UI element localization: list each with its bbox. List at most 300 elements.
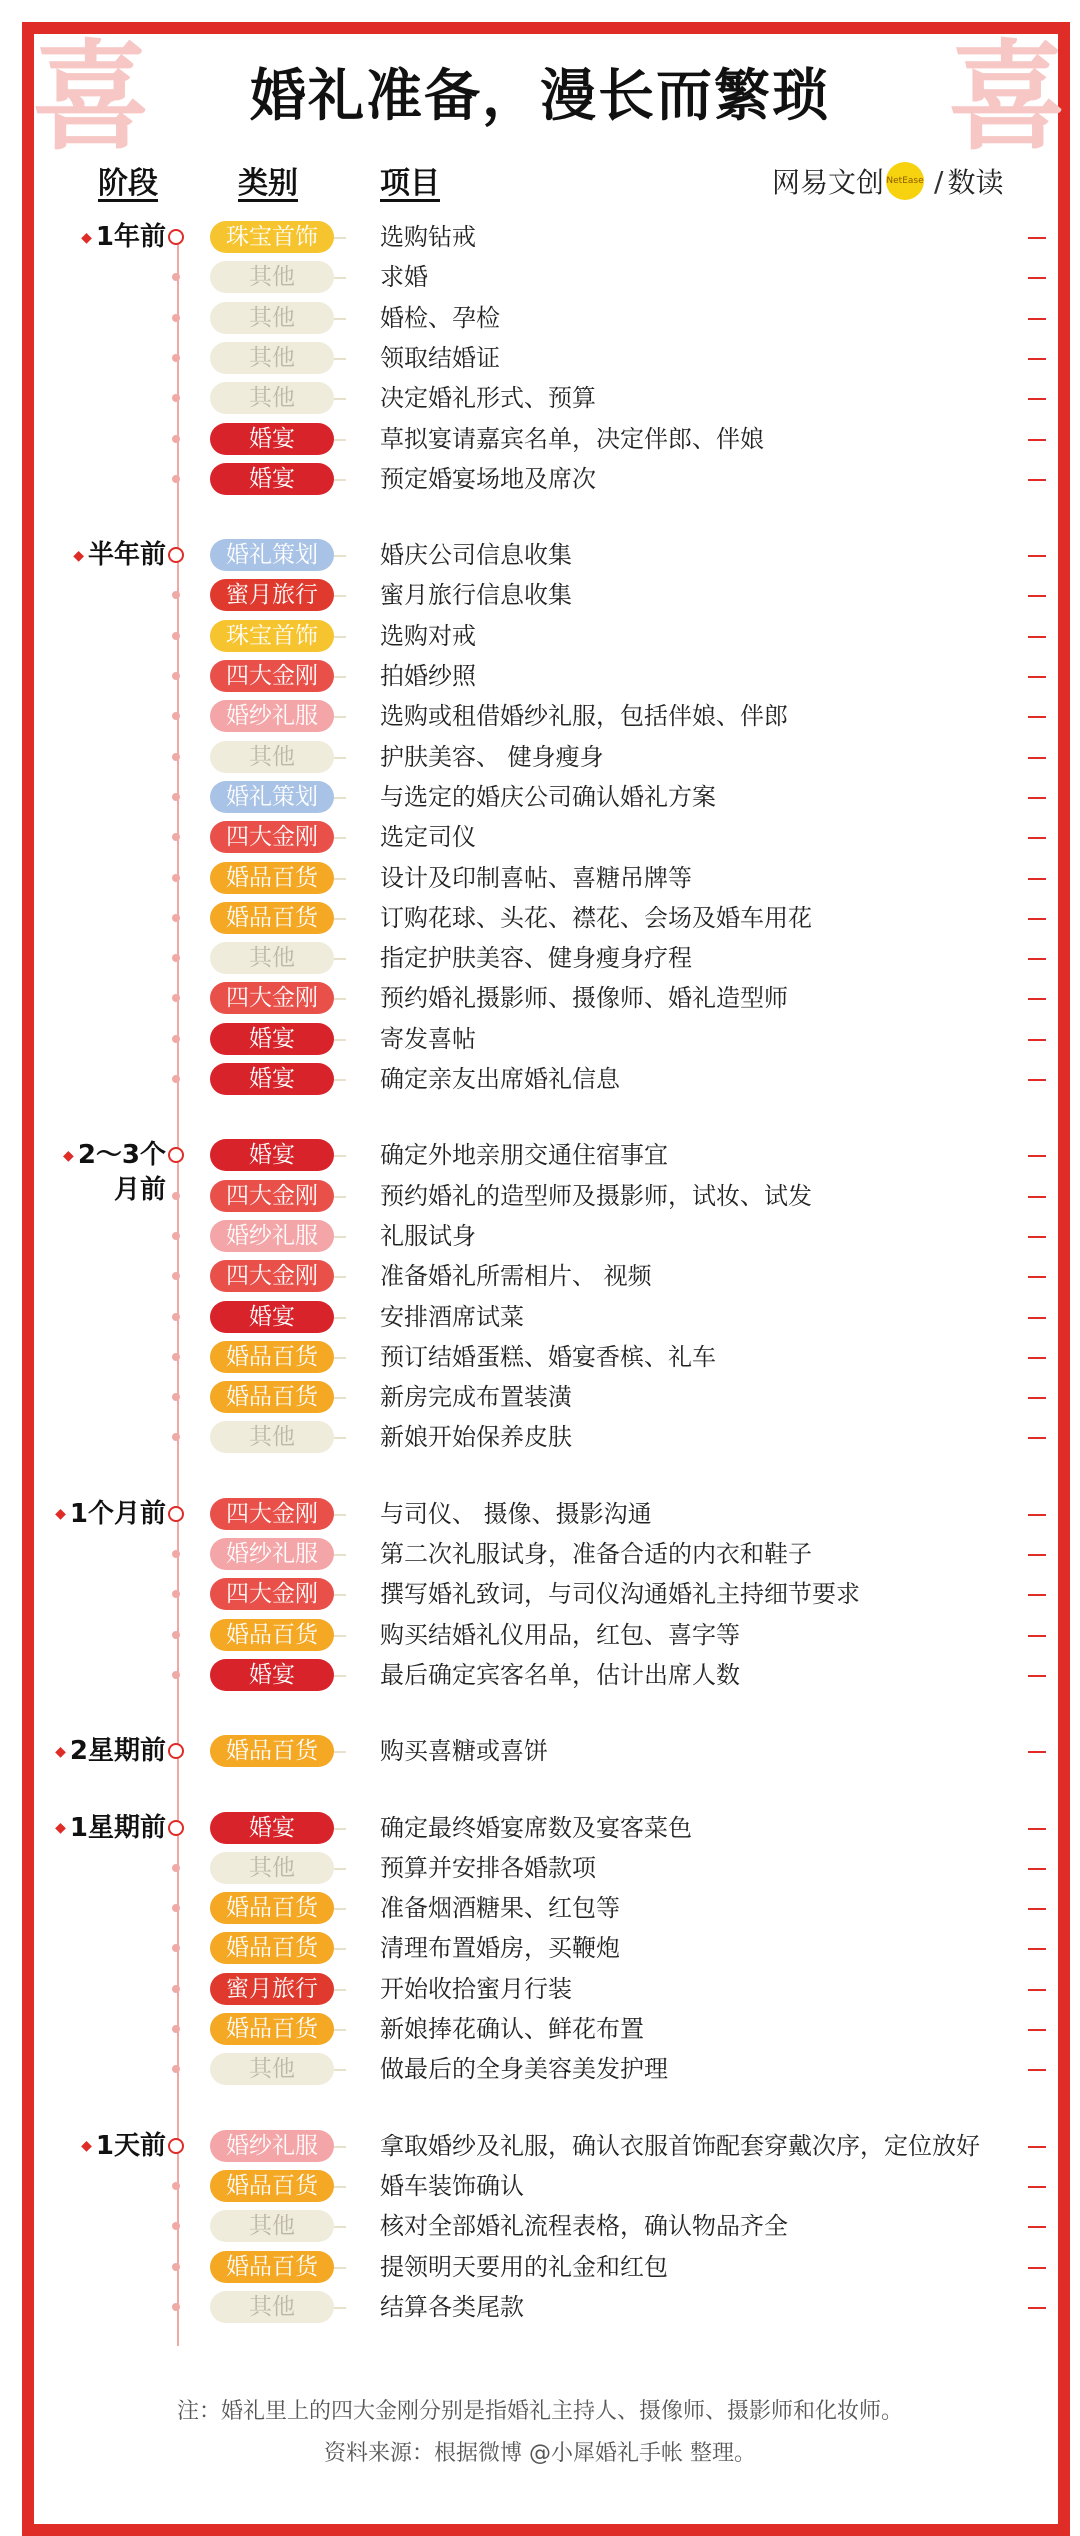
timeline-node-icon (172, 1985, 180, 1993)
connector-line (334, 1357, 346, 1359)
connector-line (334, 1554, 346, 1556)
timeline-node-icon (172, 1631, 180, 1639)
timeline-node-icon (172, 1192, 180, 1200)
timeline-node-icon (172, 2182, 180, 2190)
task-item: 婚车装饰确认 (380, 2171, 524, 2200)
timeline-row (0, 1849, 1080, 1889)
timeline-row (0, 258, 1080, 298)
category-badge: 婚品百货 (210, 1381, 334, 1413)
category-badge: 婚品百货 (210, 1932, 334, 1964)
diamond-icon: ◆ (81, 2138, 92, 2155)
row-tick (1028, 2226, 1046, 2228)
diamond-icon: ◆ (55, 1743, 66, 1760)
timeline-row (0, 2288, 1080, 2328)
row-tick (1028, 2029, 1046, 2031)
task-item: 订购花球、头花、襟花、会场及婚车用花 (380, 903, 812, 932)
category-badge: 婚纱礼服 (210, 2130, 334, 2162)
stage-node-icon (168, 547, 184, 563)
timeline-node-icon (172, 1671, 180, 1679)
timeline-row (0, 818, 1080, 858)
stage-node-icon (168, 229, 184, 245)
diamond-icon: ◆ (55, 1820, 66, 1836)
row-tick (1028, 398, 1046, 400)
timeline-node-icon (172, 1232, 180, 1240)
row-tick (1028, 1196, 1046, 1198)
timeline-row (0, 2248, 1080, 2288)
timeline-row (0, 1656, 1080, 1696)
category-badge: 婚品百货 (210, 2170, 334, 2202)
row-tick (1028, 958, 1046, 960)
connector-line (334, 398, 346, 400)
task-item: 新娘开始保养皮肤 (380, 1423, 572, 1452)
timeline-node-icon (172, 1075, 180, 1083)
task-item: 准备婚礼所需相片、 视频 (380, 1262, 652, 1291)
diamond-icon: ◆ (63, 1147, 74, 1164)
row-tick (1028, 1751, 1046, 1753)
category-badge: 其他 (210, 1421, 334, 1453)
stage-text: 2～3个 (77, 1140, 166, 1171)
category-badge: 四大金刚 (210, 821, 334, 853)
task-item: 预约婚礼的造型师及摄影师，试妆、试发 (380, 1181, 812, 1210)
connector-line (334, 1594, 346, 1596)
timeline-row (0, 1257, 1080, 1297)
timeline-row (0, 1174, 1080, 1217)
connector-line (334, 595, 346, 597)
timeline-row (0, 1889, 1080, 1929)
row-tick (1028, 1675, 1046, 1677)
timeline-row (0, 1575, 1080, 1615)
stage-text: 1年前 (95, 222, 166, 252)
row-tick (1028, 716, 1046, 718)
category-badge: 婚宴 (210, 423, 334, 455)
timeline-node-icon (172, 753, 180, 761)
netease-logo-icon: NetEase (886, 162, 924, 200)
timeline-node-icon (172, 874, 180, 882)
connector-line (334, 918, 346, 920)
row-tick (1028, 1554, 1046, 1556)
timeline-row (0, 339, 1080, 379)
task-item: 领取结婚证 (380, 343, 500, 372)
timeline-node-icon (172, 314, 180, 322)
timeline-row (0, 1929, 1080, 1969)
timeline-node-icon (172, 2025, 180, 2033)
category-badge: 蜜月旅行 (210, 579, 334, 611)
timeline-row (0, 1217, 1080, 1257)
timeline-node-icon (172, 1550, 180, 1558)
task-item: 第二次礼服试身，准备合适的内衣和鞋子 (380, 1540, 812, 1568)
timeline-node-icon (172, 591, 180, 599)
task-item: 清理布置婚房，买鞭炮 (380, 1934, 620, 1963)
header-category: 类别 (238, 166, 298, 201)
row-tick (1028, 1357, 1046, 1359)
brand-sub: 数读 (947, 166, 1004, 199)
stage-text-line2: 月前 (113, 1174, 166, 1205)
connector-line (334, 797, 346, 799)
timeline-node-icon (172, 2263, 180, 2271)
task-item: 选购或租借婚纱礼服，包括伴娘、伴郎 (380, 702, 788, 731)
connector-line (334, 237, 346, 239)
row-tick (1028, 676, 1046, 678)
timeline-row (0, 1809, 1080, 1849)
connector-line (334, 2146, 346, 2148)
timeline-node-icon (172, 435, 180, 443)
task-item: 礼服试身 (380, 1221, 476, 1250)
task-item: 撰写婚礼致词，与司仪沟通婚礼主持细节要求 (380, 1580, 860, 1609)
timeline-row (0, 697, 1080, 737)
category-badge: 婚品百货 (210, 1892, 334, 1924)
connector-line (334, 998, 346, 1000)
category-badge: 婚纱礼服 (210, 1538, 334, 1570)
timeline-node-icon (172, 394, 180, 402)
connector-line (334, 1039, 346, 1041)
task-item: 预约婚礼摄影师、摄像师、婚礼造型师 (380, 984, 788, 1013)
category-badge: 珠宝首饰 (210, 221, 334, 253)
stage-text: 半年前 (87, 540, 166, 571)
task-item: 与司仪、 摄像、摄影沟通 (380, 1499, 652, 1528)
diamond-icon: ◆ (81, 229, 92, 246)
category-badge: 其他 (210, 261, 334, 293)
connector-line (334, 1196, 346, 1198)
connector-line (334, 837, 346, 839)
task-item: 婚庆公司信息收集 (380, 541, 572, 570)
category-badge: 婚品百货 (210, 1341, 334, 1373)
stage-node-icon (168, 1820, 184, 1836)
row-tick (1028, 1989, 1046, 1991)
row-tick (1028, 1635, 1046, 1637)
task-item: 最后确定宾客名单，估计出席人数 (380, 1660, 740, 1689)
timeline-row (0, 1418, 1080, 1458)
timeline-row (0, 899, 1080, 939)
timeline-row (0, 939, 1080, 979)
category-badge: 婚品百货 (210, 2251, 334, 2283)
timeline-node-icon (172, 475, 180, 483)
timeline-row (0, 2207, 1080, 2247)
timeline-row (0, 420, 1080, 460)
connector-line (334, 2307, 346, 2309)
task-item: 开始收拾蜜月行装 (380, 1974, 572, 2003)
timeline-row (0, 1136, 1080, 1176)
task-item: 拿取婚纱及礼服，确认衣服首饰配套穿戴次序，定位放好 (380, 2131, 980, 2160)
timeline-row (0, 1060, 1080, 1100)
category-badge: 其他 (210, 2210, 334, 2242)
row-tick (1028, 1594, 1046, 1596)
timeline-row (0, 2167, 1080, 2207)
category-badge: 婚宴 (210, 463, 334, 495)
row-tick (1028, 1908, 1046, 1910)
row-tick (1028, 797, 1046, 799)
timeline-node-icon (172, 954, 180, 962)
row-tick (1028, 1276, 1046, 1278)
connector-line (334, 1155, 346, 1157)
connector-line (334, 676, 346, 678)
timeline-row (0, 576, 1080, 616)
stage-node-icon (168, 1743, 184, 1759)
category-badge: 四大金刚 (210, 1578, 334, 1610)
timeline-node-icon (172, 712, 180, 720)
task-item: 拍婚纱照 (380, 662, 476, 690)
timeline-node-icon (172, 1393, 180, 1401)
stage-text: 1天前 (95, 2130, 166, 2161)
row-tick (1028, 358, 1046, 360)
category-badge: 婚纱礼服 (210, 1220, 334, 1252)
category-badge: 其他 (210, 382, 334, 414)
stage-text: 1星期前 (69, 1812, 166, 1843)
row-tick (1028, 277, 1046, 279)
row-tick (1028, 439, 1046, 441)
brand-logo (772, 156, 1003, 206)
connector-line (334, 1675, 346, 1677)
stage-text: 1个月前 (69, 1498, 166, 1529)
timeline-row (0, 2050, 1080, 2090)
category-badge: 婚品百货 (210, 902, 334, 934)
connector-line (334, 2267, 346, 2269)
timeline-node-icon (172, 1353, 180, 1361)
task-item: 选购对戒 (380, 621, 476, 650)
timeline-node-icon (172, 1433, 180, 1441)
row-tick (1028, 1514, 1046, 1516)
task-item: 预订结婚蛋糕、婚宴香槟、礼车 (380, 1342, 716, 1371)
row-tick (1028, 636, 1046, 638)
row-tick (1028, 998, 1046, 1000)
timeline-node-icon (172, 273, 180, 281)
connector-line (334, 479, 346, 481)
connector-line (334, 2226, 346, 2228)
timeline-row (0, 2010, 1080, 2050)
header-stage: 阶段 (98, 166, 158, 201)
timeline-row (0, 617, 1080, 657)
timeline-row (0, 657, 1080, 697)
timeline-row (0, 218, 1080, 258)
category-badge: 蜜月旅行 (210, 1973, 334, 2005)
task-item: 做最后的全身美容美发护理 (380, 2055, 668, 2084)
row-tick (1028, 1948, 1046, 1950)
timeline-row (0, 1732, 1080, 1772)
connector-line (334, 1868, 346, 1870)
category-badge: 婚纱礼服 (210, 700, 334, 732)
category-badge: 其他 (210, 942, 334, 974)
task-item: 蜜月旅行信息收集 (380, 581, 572, 610)
connector-line (334, 716, 346, 718)
row-tick (1028, 2307, 1046, 2309)
connector-line (334, 1989, 346, 1991)
timeline-node-icon (172, 632, 180, 640)
brand-name: 网易文创 (772, 166, 885, 199)
stage-node-icon (168, 1147, 184, 1163)
row-tick (1028, 1039, 1046, 1041)
timeline-row (0, 1970, 1080, 2010)
timeline-row (0, 979, 1080, 1019)
timeline-row (0, 379, 1080, 419)
task-item: 选定司仪 (380, 823, 476, 852)
connector-line (334, 358, 346, 360)
footer-note: 注：婚礼里上的四大金刚分别是指婚礼主持人、摄像师、摄影师和化妆师。 (176, 2399, 903, 2424)
category-badge: 珠宝首饰 (210, 620, 334, 652)
category-badge: 婚宴 (210, 1023, 334, 1055)
connector-line (334, 1079, 346, 1081)
category-badge: 婚品百货 (210, 1619, 334, 1651)
row-tick (1028, 479, 1046, 481)
task-item: 指定护肤美容、健身瘦身疗程 (380, 944, 692, 973)
connector-line (334, 1751, 346, 1753)
row-tick (1028, 1079, 1046, 1081)
task-item: 婚检、孕检 (380, 303, 500, 332)
timeline-node-icon (172, 2222, 180, 2230)
stage-node-icon (168, 2138, 184, 2154)
connector-line (334, 1908, 346, 1910)
timeline-row (0, 1298, 1080, 1338)
connector-line (334, 1948, 346, 1950)
connector-line (334, 1437, 346, 1439)
diamond-icon: ◆ (73, 547, 84, 564)
category-badge: 其他 (210, 741, 334, 773)
category-badge: 四大金刚 (210, 1498, 334, 1530)
connector-line (334, 555, 346, 557)
category-badge: 其他 (210, 1852, 334, 1884)
task-item: 新房完成布置装潢 (380, 1383, 572, 1412)
diamond-icon: ◆ (55, 1506, 66, 1523)
row-tick (1028, 878, 1046, 880)
row-tick (1028, 2267, 1046, 2269)
task-item: 确定外地亲朋交通住宿事宜 (380, 1141, 668, 1170)
connector-line (334, 636, 346, 638)
connector-line (334, 878, 346, 880)
timeline-node-icon (172, 1944, 180, 1952)
row-tick (1028, 1868, 1046, 1870)
connector-line (334, 2069, 346, 2071)
stage-text: 2星期前 (69, 1736, 166, 1767)
category-badge: 其他 (210, 2291, 334, 2323)
footer-source: 资料来源：根据微博 @小犀婚礼手帐 整理。 (324, 2441, 756, 2466)
category-badge: 婚礼策划 (210, 781, 334, 813)
timeline-row (0, 1495, 1080, 1535)
connector-line (334, 277, 346, 279)
task-item: 安排酒席试菜 (380, 1302, 524, 1331)
task-item: 草拟宴请嘉宾名单，决定伴郎、伴娘 (380, 424, 764, 453)
row-tick (1028, 1236, 1046, 1238)
timeline-row (0, 299, 1080, 339)
connector-line (334, 757, 346, 759)
task-item: 预定婚宴场地及席次 (380, 464, 596, 493)
timeline-node-icon (172, 1313, 180, 1321)
timeline-row (0, 1020, 1080, 1060)
stage-node-icon (168, 1506, 184, 1522)
category-badge: 四大金刚 (210, 982, 334, 1014)
task-item: 护肤美容、 健身瘦身 (380, 742, 604, 771)
connector-line (334, 318, 346, 320)
row-tick (1028, 555, 1046, 557)
timeline-row (0, 1338, 1080, 1378)
timeline-node-icon (172, 833, 180, 841)
timeline-node-icon (172, 1864, 180, 1872)
task-item: 预算并安排各婚款项 (380, 1853, 596, 1882)
timeline-node-icon (172, 2303, 180, 2311)
row-tick (1028, 595, 1046, 597)
timeline-node-icon (172, 793, 180, 801)
row-tick (1028, 237, 1046, 239)
task-item: 决定婚礼形式、预算 (380, 384, 596, 413)
timeline-row (0, 536, 1080, 576)
timeline-row (0, 1616, 1080, 1656)
connector-line (334, 439, 346, 441)
connector-line (334, 1397, 346, 1399)
timeline-row (0, 778, 1080, 818)
category-badge: 其他 (210, 302, 334, 334)
timeline-row (0, 460, 1080, 500)
timeline-row (0, 1378, 1080, 1418)
category-badge: 四大金刚 (210, 1260, 334, 1292)
task-item: 购买结婚礼仪用品，红包、喜字等 (380, 1620, 740, 1649)
timeline-node-icon (172, 994, 180, 1002)
category-badge: 其他 (210, 342, 334, 374)
row-tick (1028, 837, 1046, 839)
row-tick (1028, 2186, 1046, 2188)
task-item: 结算各类尾款 (380, 2292, 524, 2321)
timeline-node-icon (172, 354, 180, 362)
timeline-node-icon (172, 1904, 180, 1912)
category-badge: 其他 (210, 2053, 334, 2085)
category-badge: 四大金刚 (210, 1180, 334, 1212)
connector-line (334, 2186, 346, 2188)
category-badge: 婚宴 (210, 1063, 334, 1095)
category-badge: 婚品百货 (210, 862, 334, 894)
xi-decoration-left: 喜 (32, 27, 151, 166)
connector-line (334, 1236, 346, 1238)
row-tick (1028, 1437, 1046, 1439)
header-item: 项目 (380, 166, 440, 201)
row-tick (1028, 318, 1046, 320)
task-item: 准备烟酒糖果、红包等 (380, 1894, 620, 1923)
category-badge: 婚宴 (210, 1659, 334, 1691)
category-badge: 四大金刚 (210, 660, 334, 692)
task-item: 新娘捧花确认、鲜花布置 (380, 2015, 644, 2043)
connector-line (334, 1635, 346, 1637)
timeline-row (0, 1535, 1080, 1575)
category-badge: 婚品百货 (210, 2013, 334, 2045)
row-tick (1028, 2146, 1046, 2148)
page-title: 婚礼准备，漫长而繁琐 (250, 64, 830, 129)
row-tick (1028, 918, 1046, 920)
task-item: 求婚 (380, 263, 428, 292)
task-item: 设计及印制喜帖、喜糖吊牌等 (380, 863, 692, 892)
row-tick (1028, 757, 1046, 759)
category-badge: 婚宴 (210, 1139, 334, 1171)
row-tick (1028, 1317, 1046, 1319)
timeline-node-icon (172, 1590, 180, 1598)
task-item: 寄发喜帖 (380, 1024, 476, 1053)
timeline-row (0, 859, 1080, 899)
timeline-node-icon (172, 1272, 180, 1280)
connector-line (334, 1317, 346, 1319)
category-badge: 婚宴 (210, 1812, 334, 1844)
row-tick (1028, 2069, 1046, 2071)
connector-line (334, 1828, 346, 1830)
connector-line (334, 1276, 346, 1278)
timeline-node-icon (172, 672, 180, 680)
row-tick (1028, 1828, 1046, 1830)
timeline-row (0, 2127, 1080, 2167)
timeline-row (0, 738, 1080, 778)
timeline-node-icon (172, 914, 180, 922)
category-badge: 婚品百货 (210, 1735, 334, 1767)
category-badge: 婚礼策划 (210, 539, 334, 571)
category-badge: 婚宴 (210, 1301, 334, 1333)
task-item: 核对全部婚礼流程表格，确认物品齐全 (380, 2212, 788, 2241)
connector-line (334, 2029, 346, 2031)
connector-line (334, 958, 346, 960)
timeline-node-icon (172, 1035, 180, 1043)
task-item: 提领明天要用的礼金和红包 (380, 2252, 668, 2281)
row-tick (1028, 1397, 1046, 1399)
